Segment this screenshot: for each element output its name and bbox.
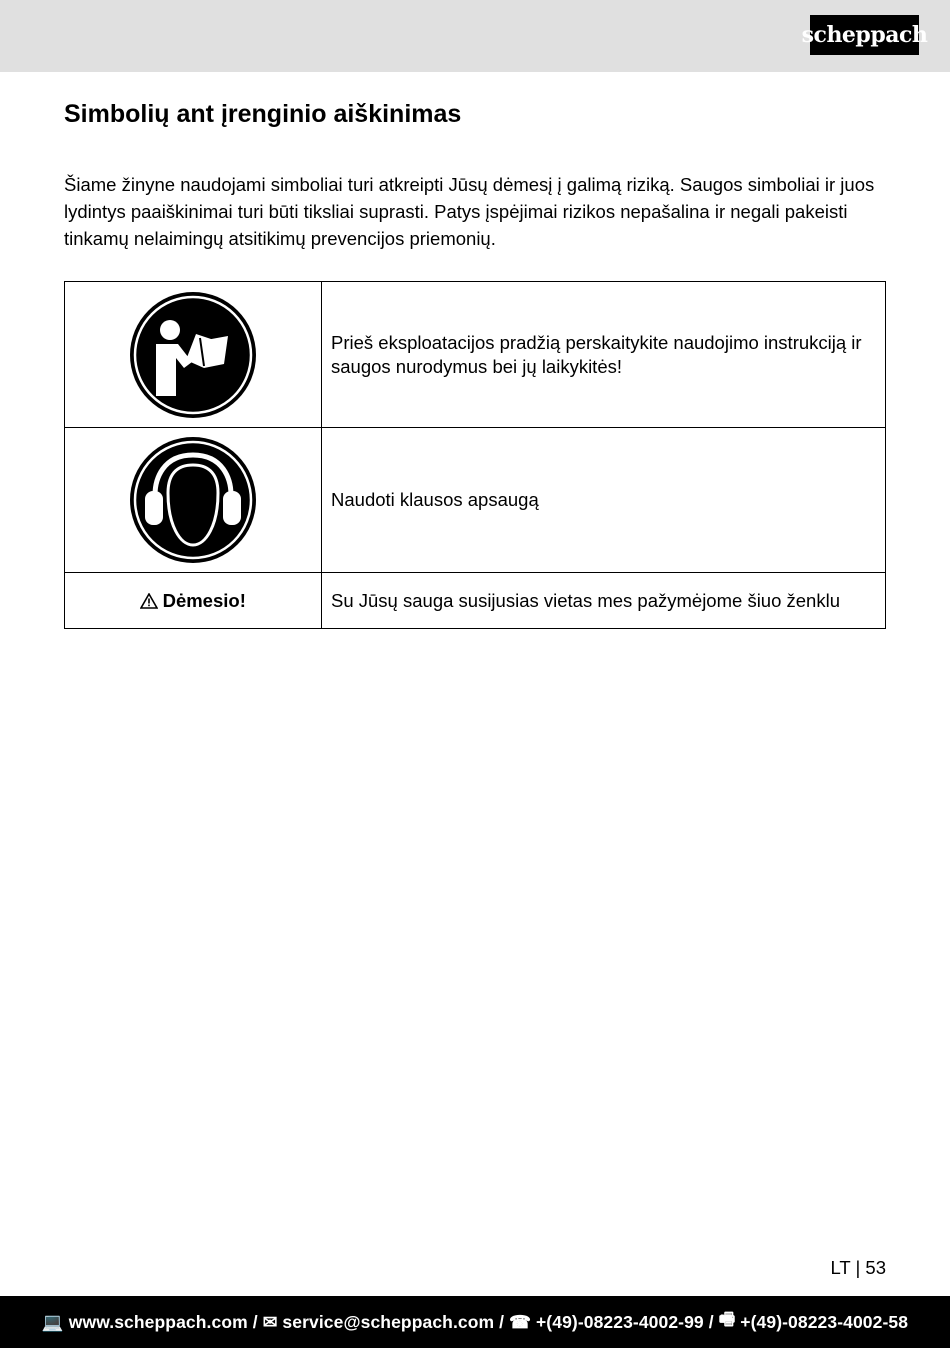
symbol-description: Su Jūsų sauga susijusias vietas mes pažymėjome šiuo ženklu xyxy=(322,573,886,629)
symbol-cell xyxy=(65,573,322,629)
footer-separator: / xyxy=(708,1311,714,1332)
footer-separator: / xyxy=(252,1311,258,1332)
footer-fax: +(49)-08223-4002-58 xyxy=(740,1311,909,1332)
symbols-table xyxy=(64,281,886,629)
warning-triangle-icon xyxy=(140,593,158,609)
hearing-protection-icon xyxy=(128,435,258,565)
intro-paragraph: Šiame žinyne naudojami simboliai turi atkreipti Jūsų dėmesį į galimą riziką. Saugos simboliai ir juos lydintys paaiškinimai turi būti tiksliai suprasti. Patys įspėjimai rizikos nepašalina ir negali pakeisti tinkamų nelaimingų atsitikimų prevencijos priemonių. xyxy=(64,174,875,249)
read-manual-icon xyxy=(128,290,258,420)
symbol-cell xyxy=(65,282,322,428)
page-title: Simbolių ant įrenginio aiškinimas xyxy=(64,100,462,128)
table-row xyxy=(65,573,886,629)
footer-email: service@scheppach.com xyxy=(282,1311,495,1332)
symbol-cell xyxy=(65,428,322,573)
footer-separator: / xyxy=(499,1311,505,1332)
page-number: LT | 53 xyxy=(830,1257,886,1278)
warning-label: Dėmesio! xyxy=(162,589,246,611)
computer-icon: 💻 xyxy=(41,1311,64,1332)
footer-website: www.scheppach.com xyxy=(68,1311,248,1332)
footer-bar xyxy=(0,1296,950,1348)
footer-phone: +(49)-08223-4002-99 xyxy=(535,1311,704,1332)
table-row xyxy=(65,428,886,573)
phone-icon: ☎ xyxy=(509,1311,532,1332)
email-icon: ✉ xyxy=(262,1311,278,1332)
table-row xyxy=(65,282,886,428)
symbol-description: Naudoti klausos apsaugą xyxy=(322,428,886,573)
symbol-description: Prieš eksploatacijos pradžią perskaitykite naudojimo instrukciją ir saugos nurodymus bei jų laikykitės! xyxy=(322,282,886,428)
brand-logo: scheppach xyxy=(810,15,919,55)
fax-icon: 🖷 xyxy=(718,1309,736,1329)
